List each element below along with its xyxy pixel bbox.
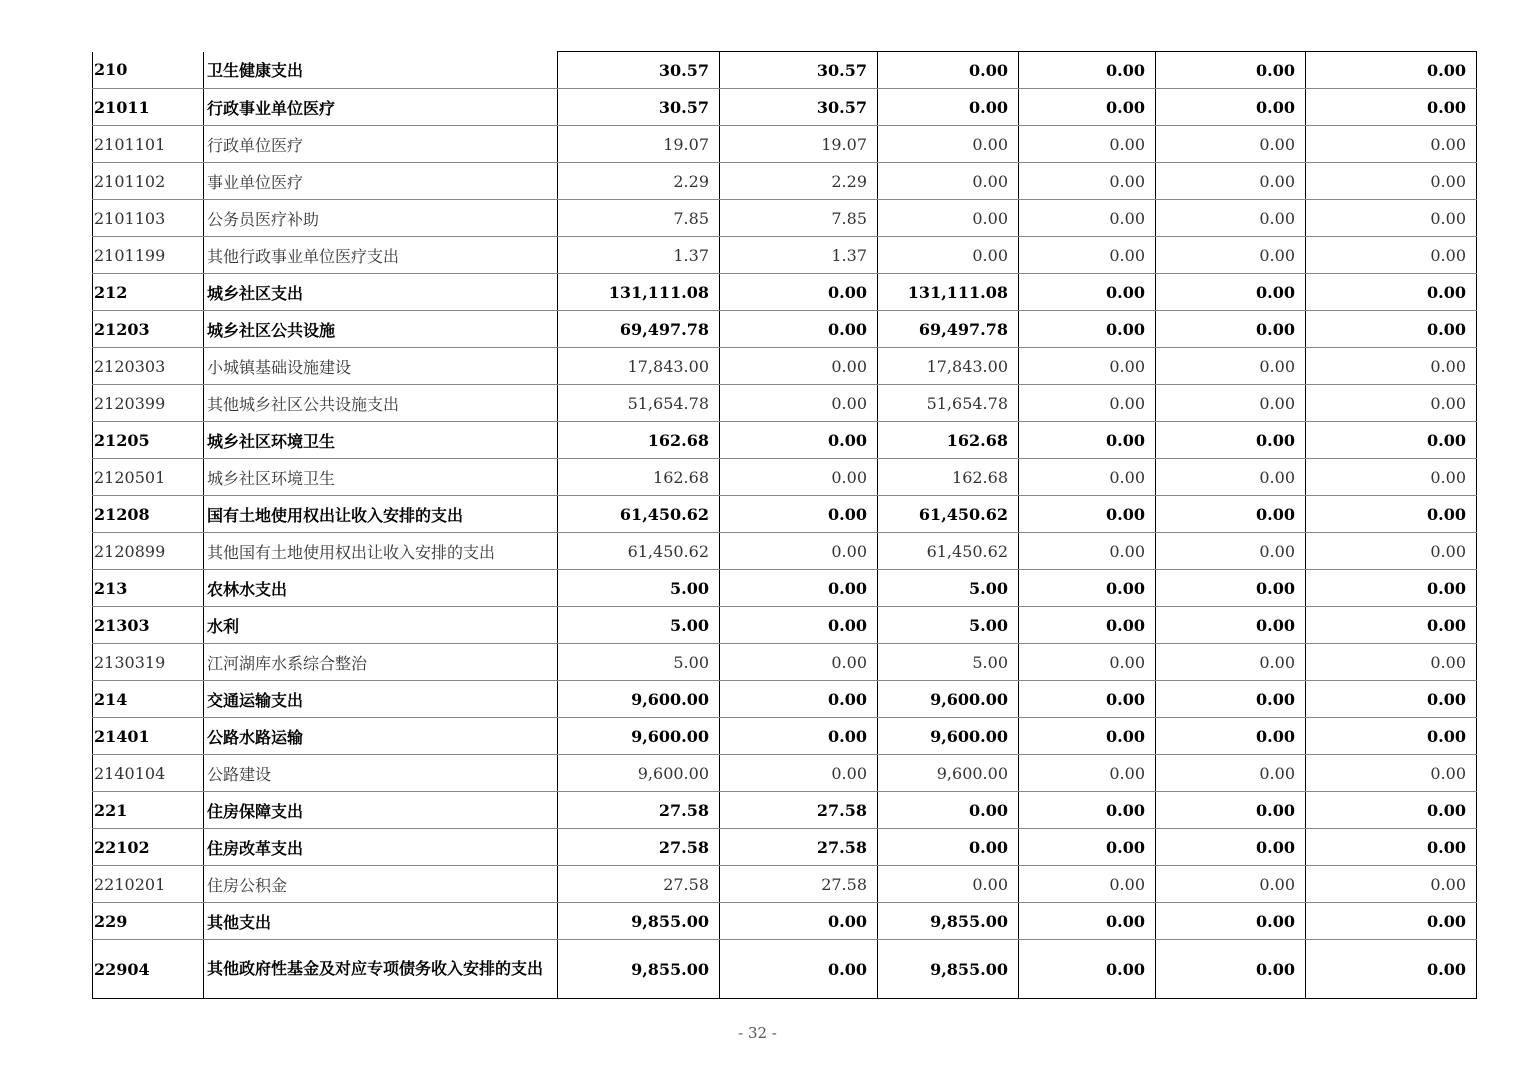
amount-col4-cell: 0.00 <box>1019 385 1156 422</box>
amount-col6-cell: 0.00 <box>1306 89 1477 126</box>
amount-total-cell: 61,450.62 <box>558 496 720 533</box>
amount-col6-cell: 0.00 <box>1306 237 1477 274</box>
amount-col6-cell: 0.00 <box>1306 570 1477 607</box>
amount-basic-cell: 0.00 <box>720 644 878 681</box>
name-cell: 卫生健康支出 <box>204 52 558 89</box>
amount-project-cell: 5.00 <box>878 570 1019 607</box>
code-cell: 221 <box>93 792 204 829</box>
amount-col4-cell: 0.00 <box>1019 311 1156 348</box>
amount-basic-cell: 0.00 <box>720 459 878 496</box>
amount-col5-cell: 0.00 <box>1156 755 1306 792</box>
amount-project-cell: 61,450.62 <box>878 496 1019 533</box>
amount-col4-cell: 0.00 <box>1019 607 1156 644</box>
amount-project-cell: 51,654.78 <box>878 385 1019 422</box>
name-cell: 城乡社区支出 <box>204 274 558 311</box>
amount-col4-cell: 0.00 <box>1019 570 1156 607</box>
code-cell: 21205 <box>93 422 204 459</box>
amount-col6-cell: 0.00 <box>1306 126 1477 163</box>
amount-col5-cell: 0.00 <box>1156 348 1306 385</box>
amount-col6-cell: 0.00 <box>1306 644 1477 681</box>
amount-project-cell: 5.00 <box>878 607 1019 644</box>
amount-project-cell: 9,600.00 <box>878 718 1019 755</box>
table-row <box>93 755 1477 792</box>
code-cell: 21203 <box>93 311 204 348</box>
amount-total-cell: 51,654.78 <box>558 385 720 422</box>
amount-col5-cell: 0.00 <box>1156 237 1306 274</box>
table-row <box>93 163 1477 200</box>
amount-total-cell: 5.00 <box>558 570 720 607</box>
table-row <box>93 533 1477 570</box>
name-cell: 公路水路运输 <box>204 718 558 755</box>
amount-col5-cell: 0.00 <box>1156 866 1306 903</box>
table-row <box>93 348 1477 385</box>
amount-total-cell: 19.07 <box>558 126 720 163</box>
name-cell: 城乡社区公共设施 <box>204 311 558 348</box>
amount-basic-cell: 0.00 <box>720 422 878 459</box>
code-cell: 2120501 <box>93 459 204 496</box>
amount-col4-cell: 0.00 <box>1019 422 1156 459</box>
amount-col6-cell: 0.00 <box>1306 866 1477 903</box>
amount-col6-cell: 0.00 <box>1306 385 1477 422</box>
amount-basic-cell: 27.58 <box>720 792 878 829</box>
code-cell: 2101102 <box>93 163 204 200</box>
name-cell: 城乡社区环境卫生 <box>204 422 558 459</box>
amount-total-cell: 1.37 <box>558 237 720 274</box>
amount-total-cell: 2.29 <box>558 163 720 200</box>
name-cell: 其他政府性基金及对应专项债务收入安排的支出 <box>204 940 558 999</box>
table-row <box>93 422 1477 459</box>
amount-total-cell: 9,600.00 <box>558 755 720 792</box>
name-cell: 江河湖库水系综合整治 <box>204 644 558 681</box>
amount-project-cell: 0.00 <box>878 200 1019 237</box>
amount-col5-cell: 0.00 <box>1156 607 1306 644</box>
name-cell: 小城镇基础设施建设 <box>204 348 558 385</box>
amount-col6-cell: 0.00 <box>1306 200 1477 237</box>
code-cell: 212 <box>93 274 204 311</box>
table-row <box>93 89 1477 126</box>
amount-col5-cell: 0.00 <box>1156 940 1306 999</box>
table-row <box>93 237 1477 274</box>
table-row <box>93 274 1477 311</box>
amount-col4-cell: 0.00 <box>1019 126 1156 163</box>
amount-col4-cell: 0.00 <box>1019 718 1156 755</box>
amount-project-cell: 69,497.78 <box>878 311 1019 348</box>
amount-col6-cell: 0.00 <box>1306 829 1477 866</box>
table-body <box>93 52 1477 999</box>
amount-col5-cell: 0.00 <box>1156 570 1306 607</box>
amount-col4-cell: 0.00 <box>1019 89 1156 126</box>
amount-col5-cell: 0.00 <box>1156 163 1306 200</box>
amount-total-cell: 9,855.00 <box>558 940 720 999</box>
amount-basic-cell: 2.29 <box>720 163 878 200</box>
table-row <box>93 792 1477 829</box>
amount-col5-cell: 0.00 <box>1156 459 1306 496</box>
amount-basic-cell: 0.00 <box>720 311 878 348</box>
amount-col6-cell: 0.00 <box>1306 940 1477 999</box>
amount-total-cell: 5.00 <box>558 644 720 681</box>
code-cell: 21303 <box>93 607 204 644</box>
amount-col4-cell: 0.00 <box>1019 348 1156 385</box>
code-cell: 21401 <box>93 718 204 755</box>
table-row <box>93 126 1477 163</box>
code-cell: 22904 <box>93 940 204 999</box>
amount-col5-cell: 0.00 <box>1156 533 1306 570</box>
table-row <box>93 200 1477 237</box>
code-cell: 2130319 <box>93 644 204 681</box>
name-cell: 水利 <box>204 607 558 644</box>
amount-col6-cell: 0.00 <box>1306 903 1477 940</box>
page-number: - 32 - <box>738 1024 777 1042</box>
code-cell: 2140104 <box>93 755 204 792</box>
table-row <box>93 385 1477 422</box>
name-cell: 住房保障支出 <box>204 792 558 829</box>
code-cell: 213 <box>93 570 204 607</box>
amount-basic-cell: 0.00 <box>720 940 878 999</box>
amount-total-cell: 30.57 <box>558 89 720 126</box>
amount-project-cell: 61,450.62 <box>878 533 1019 570</box>
amount-project-cell: 131,111.08 <box>878 274 1019 311</box>
code-cell: 21011 <box>93 89 204 126</box>
amount-project-cell: 9,600.00 <box>878 681 1019 718</box>
amount-basic-cell: 27.58 <box>720 866 878 903</box>
amount-basic-cell: 0.00 <box>720 385 878 422</box>
amount-col6-cell: 0.00 <box>1306 52 1477 89</box>
amount-col5-cell: 0.00 <box>1156 792 1306 829</box>
amount-col4-cell: 0.00 <box>1019 52 1156 89</box>
amount-col5-cell: 0.00 <box>1156 385 1306 422</box>
amount-total-cell: 61,450.62 <box>558 533 720 570</box>
table-row <box>93 940 1477 999</box>
amount-basic-cell: 0.00 <box>720 718 878 755</box>
name-cell: 公路建设 <box>204 755 558 792</box>
code-cell: 2120303 <box>93 348 204 385</box>
amount-project-cell: 162.68 <box>878 422 1019 459</box>
amount-project-cell: 17,843.00 <box>878 348 1019 385</box>
amount-total-cell: 162.68 <box>558 459 720 496</box>
amount-total-cell: 30.57 <box>558 52 720 89</box>
amount-col5-cell: 0.00 <box>1156 681 1306 718</box>
amount-col6-cell: 0.00 <box>1306 755 1477 792</box>
amount-basic-cell: 0.00 <box>720 533 878 570</box>
code-cell: 2210201 <box>93 866 204 903</box>
amount-col4-cell: 0.00 <box>1019 681 1156 718</box>
amount-col6-cell: 0.00 <box>1306 422 1477 459</box>
amount-col6-cell: 0.00 <box>1306 718 1477 755</box>
code-cell: 214 <box>93 681 204 718</box>
amount-total-cell: 162.68 <box>558 422 720 459</box>
table-row <box>93 718 1477 755</box>
amount-col5-cell: 0.00 <box>1156 644 1306 681</box>
amount-col5-cell: 0.00 <box>1156 126 1306 163</box>
amount-col6-cell: 0.00 <box>1306 496 1477 533</box>
amount-col4-cell: 0.00 <box>1019 829 1156 866</box>
code-cell: 2101103 <box>93 200 204 237</box>
amount-col5-cell: 0.00 <box>1156 718 1306 755</box>
amount-basic-cell: 7.85 <box>720 200 878 237</box>
amount-col5-cell: 0.00 <box>1156 903 1306 940</box>
amount-col4-cell: 0.00 <box>1019 237 1156 274</box>
amount-total-cell: 27.58 <box>558 829 720 866</box>
name-cell: 行政事业单位医疗 <box>204 89 558 126</box>
amount-col4-cell: 0.00 <box>1019 459 1156 496</box>
name-cell: 其他支出 <box>204 903 558 940</box>
amount-col4-cell: 0.00 <box>1019 644 1156 681</box>
amount-col5-cell: 0.00 <box>1156 274 1306 311</box>
table-row <box>93 829 1477 866</box>
amount-total-cell: 27.58 <box>558 866 720 903</box>
amount-col6-cell: 0.00 <box>1306 681 1477 718</box>
amount-col6-cell: 0.00 <box>1306 792 1477 829</box>
name-cell: 国有土地使用权出让收入安排的支出 <box>204 496 558 533</box>
amount-basic-cell: 0.00 <box>720 496 878 533</box>
code-cell: 2101101 <box>93 126 204 163</box>
amount-col4-cell: 0.00 <box>1019 792 1156 829</box>
name-cell: 其他国有土地使用权出让收入安排的支出 <box>204 533 558 570</box>
name-cell: 行政单位医疗 <box>204 126 558 163</box>
name-cell: 其他城乡社区公共设施支出 <box>204 385 558 422</box>
table-row <box>93 311 1477 348</box>
amount-col4-cell: 0.00 <box>1019 496 1156 533</box>
code-cell: 229 <box>93 903 204 940</box>
amount-col4-cell: 0.00 <box>1019 866 1156 903</box>
amount-col4-cell: 0.00 <box>1019 533 1156 570</box>
name-cell: 城乡社区环境卫生 <box>204 459 558 496</box>
name-cell: 农林水支出 <box>204 570 558 607</box>
amount-basic-cell: 0.00 <box>720 755 878 792</box>
name-cell: 事业单位医疗 <box>204 163 558 200</box>
amount-basic-cell: 19.07 <box>720 126 878 163</box>
amount-col5-cell: 0.00 <box>1156 200 1306 237</box>
amount-project-cell: 9,600.00 <box>878 755 1019 792</box>
amount-total-cell: 9,600.00 <box>558 718 720 755</box>
amount-project-cell: 0.00 <box>878 237 1019 274</box>
amount-col6-cell: 0.00 <box>1306 311 1477 348</box>
name-cell: 其他行政事业单位医疗支出 <box>204 237 558 274</box>
table-row <box>93 644 1477 681</box>
amount-basic-cell: 0.00 <box>720 348 878 385</box>
table-row <box>93 607 1477 644</box>
amount-col4-cell: 0.00 <box>1019 200 1156 237</box>
name-cell: 住房改革支出 <box>204 829 558 866</box>
amount-col5-cell: 0.00 <box>1156 52 1306 89</box>
amount-project-cell: 9,855.00 <box>878 940 1019 999</box>
table-row <box>93 681 1477 718</box>
amount-project-cell: 0.00 <box>878 829 1019 866</box>
budget-expenditure-table <box>92 51 1477 999</box>
amount-basic-cell: 27.58 <box>720 829 878 866</box>
amount-total-cell: 131,111.08 <box>558 274 720 311</box>
amount-basic-cell: 0.00 <box>720 681 878 718</box>
amount-project-cell: 9,855.00 <box>878 903 1019 940</box>
table-row <box>93 459 1477 496</box>
amount-project-cell: 0.00 <box>878 52 1019 89</box>
name-cell: 公务员医疗补助 <box>204 200 558 237</box>
amount-total-cell: 7.85 <box>558 200 720 237</box>
amount-project-cell: 0.00 <box>878 163 1019 200</box>
code-cell: 2120899 <box>93 533 204 570</box>
amount-basic-cell: 1.37 <box>720 237 878 274</box>
code-cell: 2101199 <box>93 237 204 274</box>
amount-col4-cell: 0.00 <box>1019 940 1156 999</box>
code-cell: 2120399 <box>93 385 204 422</box>
amount-total-cell: 5.00 <box>558 607 720 644</box>
amount-col4-cell: 0.00 <box>1019 274 1156 311</box>
amount-col6-cell: 0.00 <box>1306 274 1477 311</box>
amount-col4-cell: 0.00 <box>1019 755 1156 792</box>
table-row <box>93 903 1477 940</box>
amount-total-cell: 9,600.00 <box>558 681 720 718</box>
name-cell: 住房公积金 <box>204 866 558 903</box>
amount-col5-cell: 0.00 <box>1156 89 1306 126</box>
amount-project-cell: 0.00 <box>878 89 1019 126</box>
amount-basic-cell: 30.57 <box>720 89 878 126</box>
amount-project-cell: 5.00 <box>878 644 1019 681</box>
amount-basic-cell: 30.57 <box>720 52 878 89</box>
amount-col4-cell: 0.00 <box>1019 163 1156 200</box>
amount-total-cell: 17,843.00 <box>558 348 720 385</box>
amount-project-cell: 0.00 <box>878 792 1019 829</box>
amount-col5-cell: 0.00 <box>1156 496 1306 533</box>
code-cell: 210 <box>93 52 204 89</box>
amount-project-cell: 162.68 <box>878 459 1019 496</box>
table-row <box>93 496 1477 533</box>
amount-col5-cell: 0.00 <box>1156 311 1306 348</box>
amount-col5-cell: 0.00 <box>1156 829 1306 866</box>
code-cell: 21208 <box>93 496 204 533</box>
amount-basic-cell: 0.00 <box>720 570 878 607</box>
amount-project-cell: 0.00 <box>878 126 1019 163</box>
amount-total-cell: 69,497.78 <box>558 311 720 348</box>
name-cell: 交通运输支出 <box>204 681 558 718</box>
table-row <box>93 570 1477 607</box>
code-cell: 22102 <box>93 829 204 866</box>
amount-col4-cell: 0.00 <box>1019 903 1156 940</box>
amount-col6-cell: 0.00 <box>1306 533 1477 570</box>
amount-total-cell: 9,855.00 <box>558 903 720 940</box>
amount-col6-cell: 0.00 <box>1306 348 1477 385</box>
amount-basic-cell: 0.00 <box>720 607 878 644</box>
table-row <box>93 52 1477 89</box>
amount-col6-cell: 0.00 <box>1306 607 1477 644</box>
amount-col5-cell: 0.00 <box>1156 422 1306 459</box>
amount-col6-cell: 0.00 <box>1306 163 1477 200</box>
amount-basic-cell: 0.00 <box>720 903 878 940</box>
amount-basic-cell: 0.00 <box>720 274 878 311</box>
table-row <box>93 866 1477 903</box>
amount-col6-cell: 0.00 <box>1306 459 1477 496</box>
amount-project-cell: 0.00 <box>878 866 1019 903</box>
amount-total-cell: 27.58 <box>558 792 720 829</box>
